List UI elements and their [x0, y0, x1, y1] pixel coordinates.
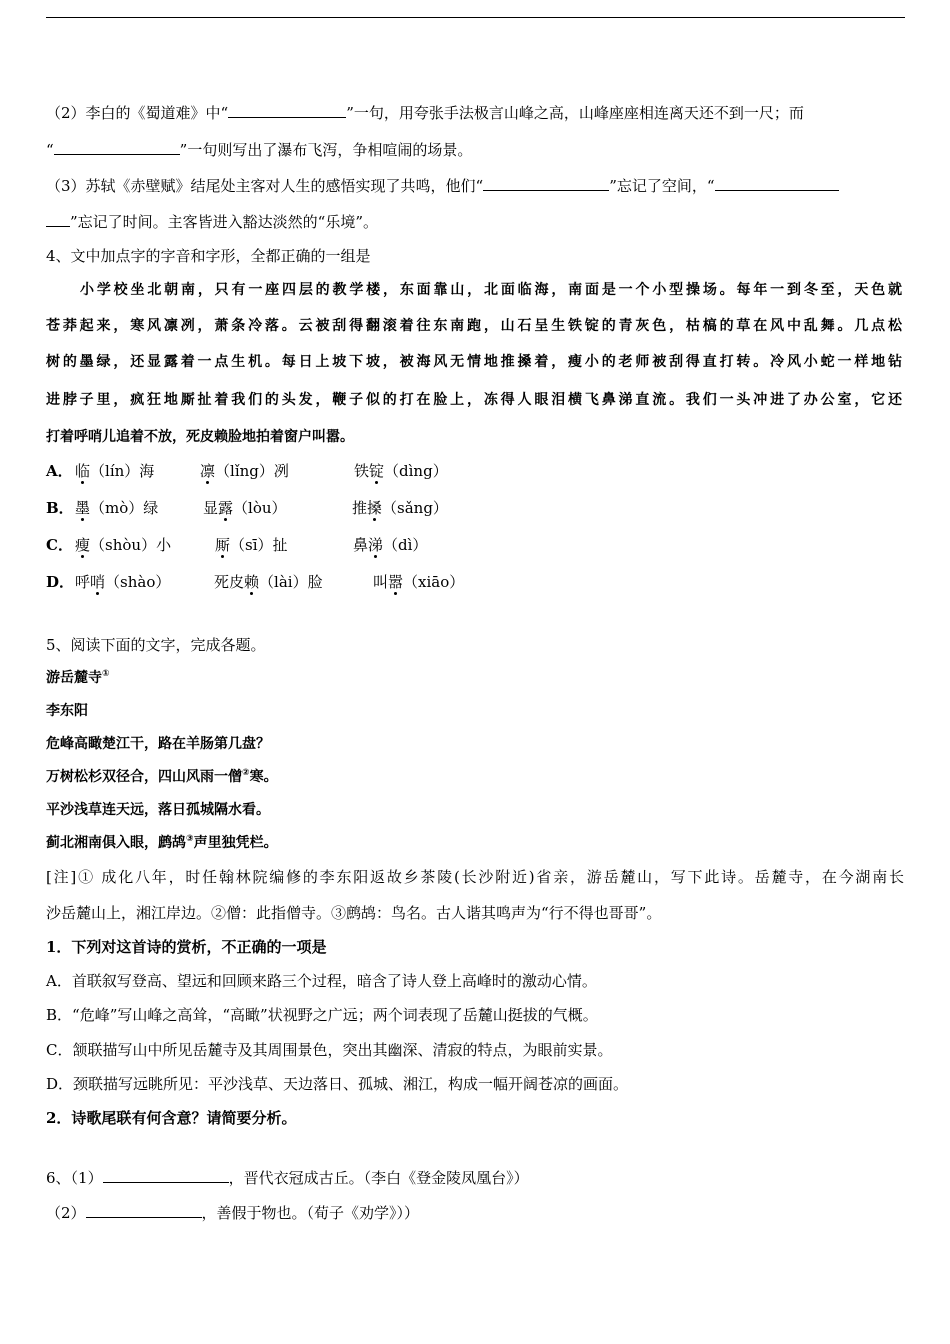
poem-line: 平沙浅草连天远，落日孤城隔水看。: [46, 802, 270, 818]
poem-line: 万树松杉双径合，四山风雨一僧②寒。: [46, 768, 278, 785]
answer-blank[interactable]: [86, 1202, 202, 1218]
answer-blank[interactable]: [46, 211, 70, 227]
answer-blank[interactable]: [483, 175, 609, 191]
q5-option-b[interactable]: B．“危峰”写山峰之高耸，“高瞰”状视野之广远；两个词表现了岳麓山挺拔的气概。: [46, 1006, 598, 1024]
q3-line-3a: （3）苏轼《赤壁赋》结尾处主客对人生的感悟实现了共鸣，他们“ ”忘记了空间，“: [46, 175, 908, 196]
q4-passage-line: 苍莽起来，寒风凛冽，萧条冷落。云被刮得翻滚着往东南跑，山石呈生铁锭的青灰色，枯槁的草在风中乱舞。几点松: [46, 318, 902, 334]
q5-option-d[interactable]: D．颈联描写远眺所见：平沙浅草、天边落日、孤城、湘江，构成一幅开阔苍凉的画面。: [46, 1075, 629, 1093]
q4-option-d[interactable]: D． 呼哨（shào） 死皮赖（lài）脸 叫嚣（xiāo）: [46, 573, 465, 591]
q4-passage-line: 小学校坐北朝南，只有一座四层的教学楼，东面靠山，北面临海，南面是一个小型操场。每年一到冬至，天色就: [80, 282, 902, 298]
option-letter: B．: [46, 499, 74, 517]
poem-note: [注]① 成化八年，时任翰林院编修的李东阳返故乡茶陵(长沙附近)省亲，游岳麓山，写下此诗。岳麓寺，在今湖南长: [46, 868, 904, 886]
q3-line-3b: ”忘记了时间。主客皆进入豁达淡然的“乐境”。: [46, 211, 908, 232]
answer-blank[interactable]: [54, 139, 180, 155]
q4-passage-line: 打着呼哨儿追着不放，死皮赖脸地拍着窗户叫嚣。: [46, 429, 354, 445]
option-letter: A．: [46, 462, 73, 480]
poem-note: 沙岳麓山上，湘江岸边。②僧：此指僧寺。③鹧鸪：鸟名。古人谐其鸣声为“行不得也哥哥”。: [46, 904, 662, 922]
q5-option-a[interactable]: A．首联叙写登高、望远和回顾来路三个过程，暗含了诗人登上高峰时的激动心情。: [46, 972, 597, 990]
answer-blank[interactable]: [715, 175, 839, 191]
poem-line: 危峰高瞰楚江干，路在羊肠第几盘？: [46, 736, 270, 752]
q5-option-c[interactable]: C．颔联描写山中所见岳麓寺及其周围景色，突出其幽深、清寂的特点，为眼前实景。: [46, 1041, 613, 1059]
poem-author: 李东阳: [46, 703, 88, 719]
q4-option-b[interactable]: B． 墨（mò）绿 显露（lòu） 推搡（sǎng）: [46, 499, 448, 517]
q3-line-2b: “ ”一句则写出了瀑布飞泻，争相喧闹的场景。: [46, 141, 473, 159]
q5-sub-question-1: 1．下列对这首诗的赏析，不正确的一项是: [46, 938, 327, 956]
q6-line-1: 6、（1） ，晋代衣冠成古丘。（李白《登金陵凤凰台》）: [46, 1169, 529, 1187]
q4-option-a[interactable]: A． 临（lín）海 凛（lǐng）冽 铁锭（dìng）: [46, 462, 448, 480]
q5-sub-question-2: 2．诗歌尾联有何含意？请简要分析。: [46, 1109, 297, 1127]
q4-passage-line: 进脖子里，疯狂地厮扯着我们的头发，鞭子似的打在脸上，冻得人眼泪横飞鼻涕直流。我们一头冲进了办公室，它还: [46, 392, 902, 408]
q4-option-c[interactable]: C． 瘦（shòu）小 厮（sī）扯 鼻涕（dì）: [46, 536, 428, 554]
q4-passage-line: 树的墨绿，还显露着一点生机。每日上坡下坡，被海风无情地推搡着，瘦小的老师被刮得直打转。冷风小蛇一样地钻: [46, 354, 902, 370]
q6-line-2: （2） ，善假于物也。（荀子《劝学》））: [46, 1204, 420, 1222]
option-letter: C．: [46, 536, 73, 554]
answer-blank[interactable]: [228, 102, 346, 118]
option-letter: D．: [46, 573, 75, 591]
answer-blank[interactable]: [103, 1167, 229, 1183]
poem-title: 游岳麓寺①: [46, 669, 110, 686]
q4-stem: 4、文中加点字的字音和字形，全都正确的一组是: [46, 247, 371, 265]
q3-line-2a: （2）李白的《蜀道难》中“ ”一句，用夸张手法极言山峰之高，山峰座座相连离天还不到一尺；而: [46, 104, 804, 122]
q5-stem: 5、阅读下面的文字，完成各题。: [46, 636, 266, 654]
header-rule: [46, 17, 905, 18]
poem-line: 蓟北湘南俱入眼，鹧鸪③声里独凭栏。: [46, 834, 278, 851]
